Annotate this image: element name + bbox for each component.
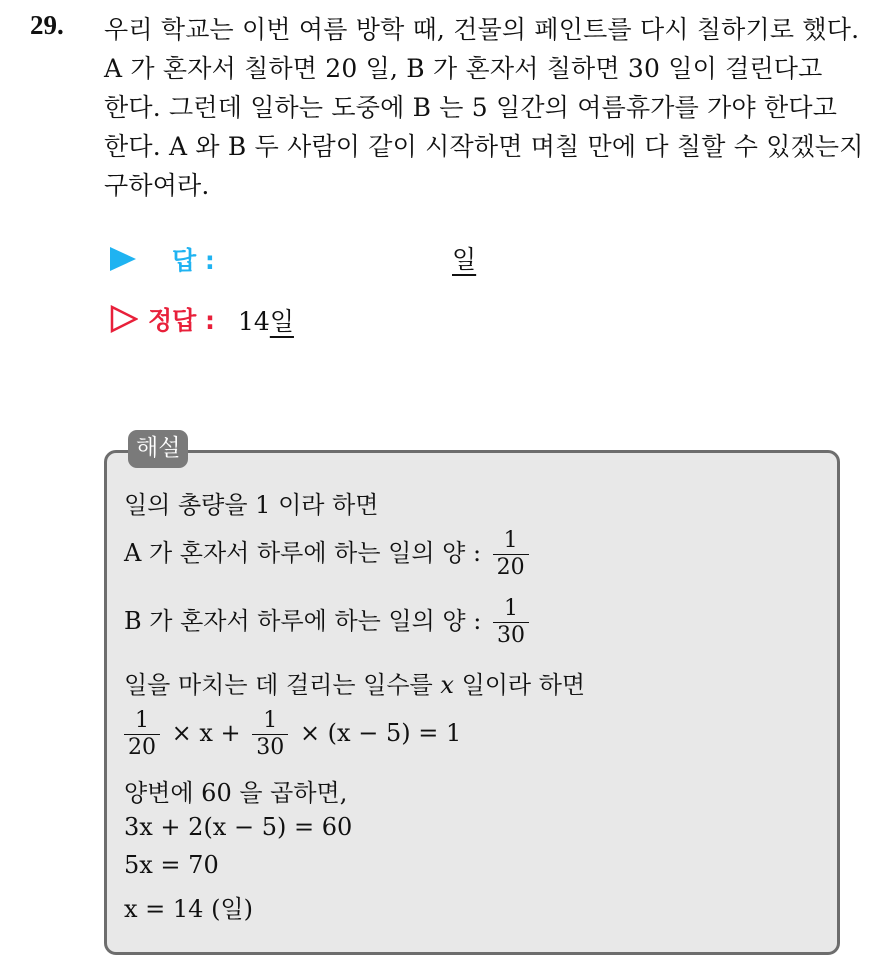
- explanation-box: [104, 450, 840, 955]
- question-number: 29.: [30, 10, 64, 40]
- denominator: 30: [493, 622, 529, 649]
- question-line: 한다. A 와 B 두 사람이 같이 시작하면 며칠 만에 다 칠할 수 있겠는지: [104, 132, 864, 161]
- answer-label: 답 :: [172, 246, 215, 275]
- denominator: 30: [252, 734, 288, 761]
- numerator: 1: [503, 596, 518, 621]
- question-line: A 가 혼자서 칠하면 20 일, B 가 혼자서 칠하면 30 일이 걸린다고: [104, 54, 823, 83]
- fraction: [493, 528, 529, 581]
- numerator: 1: [263, 708, 278, 733]
- numerator: 1: [503, 528, 518, 553]
- equation-line: [124, 708, 461, 761]
- solution-line: [124, 665, 585, 700]
- correct-answer-label: 정답 :: [148, 306, 216, 335]
- fraction: [252, 708, 288, 761]
- solution-text: 일을 마치는 데 걸리는 일수를: [124, 671, 433, 699]
- question-text: [104, 10, 864, 205]
- equation-line: x = 14 (일): [124, 895, 253, 923]
- numerator: 1: [135, 708, 149, 733]
- correct-answer-unit: 일: [269, 307, 294, 336]
- play-triangle-icon: [110, 247, 136, 271]
- solution-text: 일이라 하면: [461, 671, 586, 699]
- equation-line: 5x = 70: [124, 851, 219, 879]
- solution-text: A 가 혼자서 하루에 하는 일의 양 :: [124, 539, 482, 567]
- correct-answer-value: [238, 302, 294, 338]
- denominator: 20: [493, 554, 529, 581]
- question-line: 구하여라.: [104, 171, 210, 200]
- solution-line: 양변에 60 을 곱하면,: [124, 779, 348, 807]
- correct-answer-number: 14: [238, 307, 270, 336]
- solution-text: B 가 혼자서 하루에 하는 일의 양 :: [124, 607, 482, 635]
- variable: x: [440, 671, 454, 699]
- outline-triangle-icon: [110, 305, 138, 333]
- equation-part: × x +: [171, 719, 241, 747]
- explanation-tag: 해설: [128, 430, 188, 468]
- solution-line: 일의 총량을 1 이라 하면: [124, 491, 379, 519]
- fraction: [493, 596, 529, 649]
- question-line: 한다. 그런데 일하는 도중에 B 는 5 일간의 여름휴가를 가야 한다고: [104, 93, 838, 122]
- answer-unit: 일: [452, 245, 477, 274]
- denominator: 20: [124, 734, 160, 761]
- fraction: [124, 708, 160, 761]
- solution-line: [124, 528, 533, 581]
- equation-part: × (x − 5) = 1: [299, 719, 462, 747]
- solution-line: [124, 596, 533, 649]
- question-line: 우리 학교는 이번 여름 방학 때, 건물의 페인트를 다시 칠하기로 했다.: [104, 15, 860, 44]
- equation-line: 3x + 2(x − 5) = 60: [124, 813, 353, 841]
